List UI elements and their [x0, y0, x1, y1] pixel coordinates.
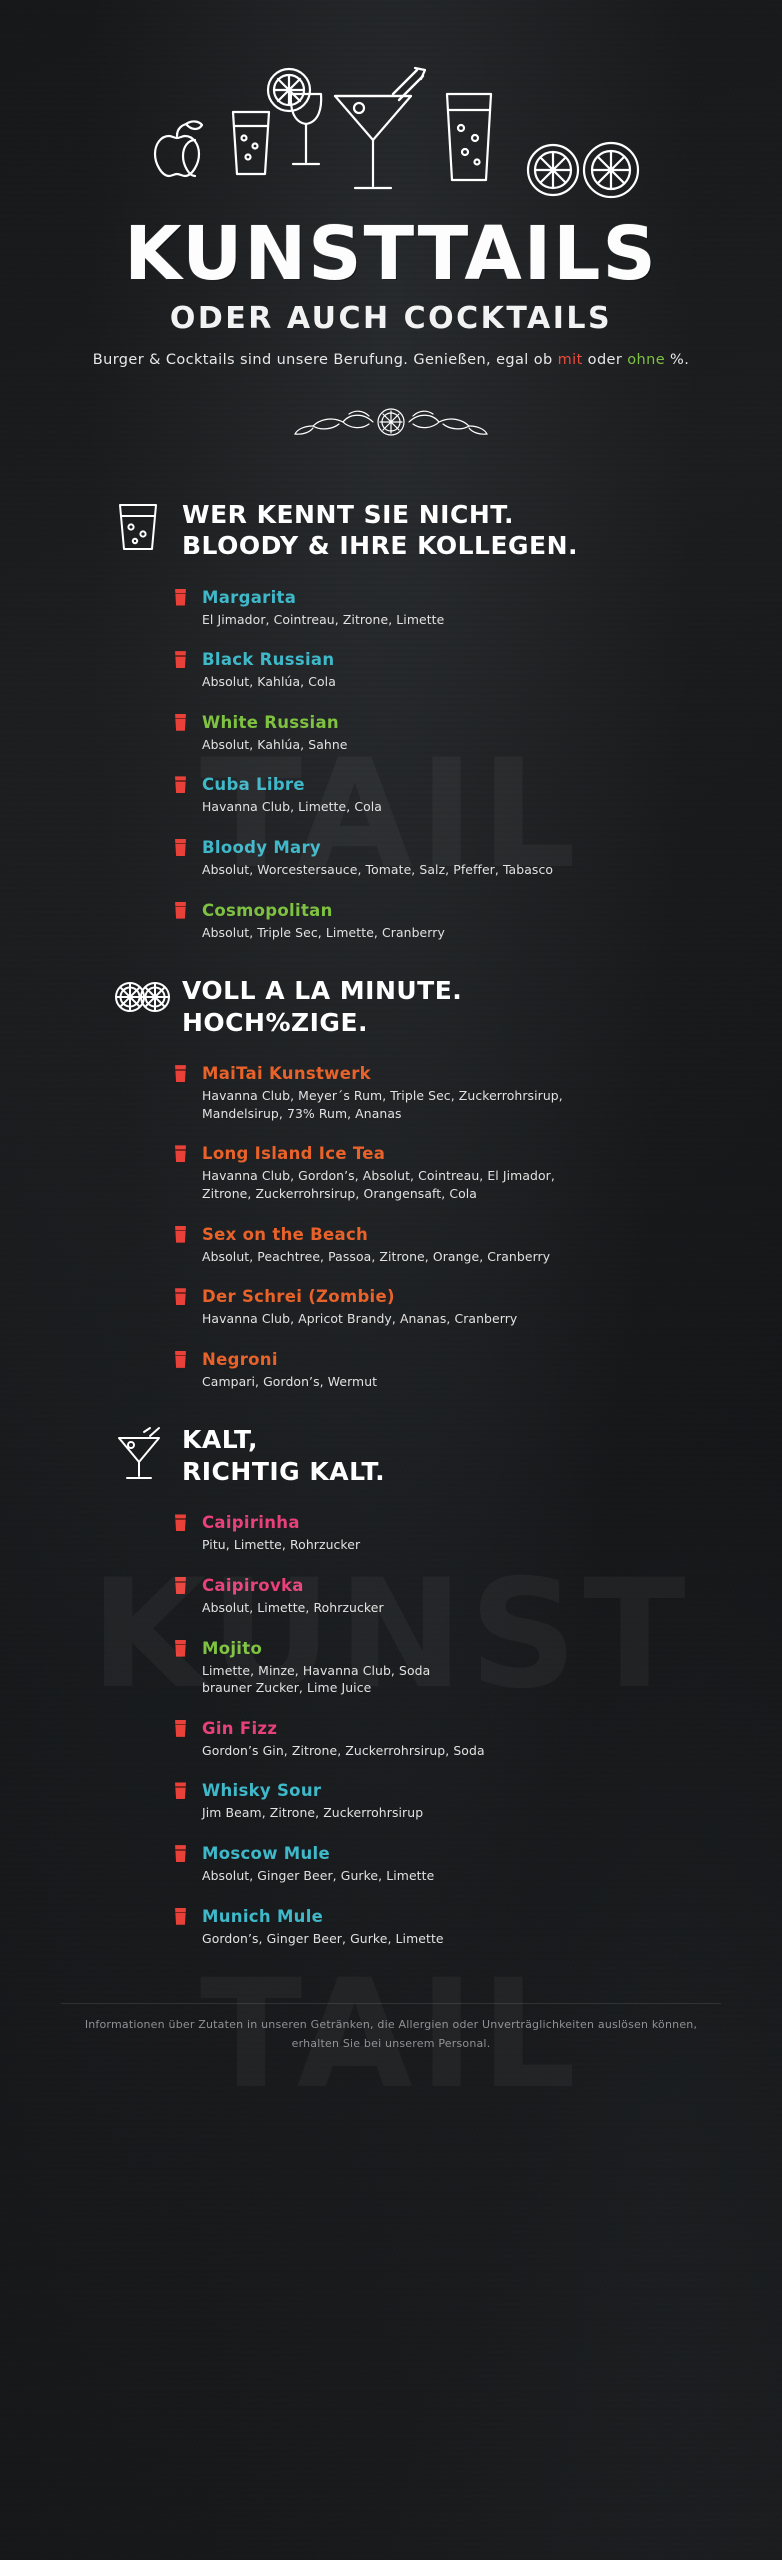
section-title-line2: RICHTIG KALT.: [182, 1456, 386, 1486]
drink-name: White Russian: [202, 712, 339, 732]
drink-name: Bloody Mary: [202, 837, 321, 857]
glass-bullet-icon: [174, 1351, 189, 1370]
drink-list: [118, 1513, 782, 1947]
drink-ingredients: El Jimador, Cointreau, Zitrone, Limette: [202, 611, 445, 627]
footer-divider: [61, 2003, 721, 2004]
drink-item: [174, 1781, 782, 1822]
drink-item: [174, 588, 782, 629]
section-header: [118, 1424, 782, 1487]
drink-ingredients: Absolut, Kahlúa, Sahne: [202, 736, 348, 752]
glass-bullet-icon: [174, 1226, 189, 1245]
glass-bullet-icon: [174, 589, 189, 608]
drink-name: Moscow Mule: [202, 1844, 330, 1864]
drink-item: [174, 1287, 782, 1328]
drink-ingredients: Mandelsirup, 73% Rum, Ananas: [202, 1105, 402, 1121]
drink-name: Caipirinha: [202, 1513, 300, 1533]
drink-item: [174, 713, 782, 754]
drink-name: Mojito: [202, 1638, 263, 1658]
drink-name: Black Russian: [202, 650, 335, 670]
drink-name: Der Schrei (Zombie): [202, 1287, 395, 1307]
glass-bullet-icon: [174, 1514, 189, 1533]
drink-item: [174, 1639, 782, 1697]
drink-name: Munich Mule: [202, 1906, 324, 1926]
ornament-divider: [0, 402, 782, 447]
drink-item: [174, 1064, 782, 1122]
drink-item: [174, 1350, 782, 1391]
drink-item: [174, 838, 782, 879]
drink-ingredients: Havanna Club, Apricot Brandy, Ananas, Cranberry: [202, 1311, 518, 1327]
glass-bullet-icon: [174, 1065, 189, 1084]
drink-name: Gin Fizz: [202, 1718, 278, 1738]
tagline: [0, 352, 782, 368]
drink-name: Cosmopolitan: [202, 900, 333, 920]
page-title: KUNSTTAILS: [124, 211, 658, 297]
drink-ingredients: Havanna Club, Gordon’s, Absolut, Cointreau, El Jimador,: [202, 1168, 555, 1184]
tagline-mit: mit: [557, 351, 583, 368]
section-title-line1: VOLL A LA MINUTE.: [182, 976, 463, 1006]
drink-ingredients: Jim Beam, Zitrone, Zuckerrohrsirup: [202, 1805, 424, 1821]
drink-ingredients: Absolut, Triple Sec, Limette, Cranberry: [202, 924, 445, 940]
glass-bullet-icon: [174, 902, 189, 921]
section-header: [118, 975, 782, 1038]
drink-item: [174, 1719, 782, 1760]
drink-item: [174, 1576, 782, 1617]
hero-illustration: [0, 0, 782, 210]
drink-name: MaiTai Kunstwerk: [202, 1064, 371, 1084]
drink-name: Whisky Sour: [202, 1781, 322, 1801]
drink-name: Long Island Ice Tea: [202, 1144, 386, 1164]
glass-bullet-icon: [174, 1640, 189, 1659]
section-title-line2: BLOODY & IHRE KOLLEGEN.: [182, 531, 579, 561]
glass-bullet-icon: [174, 839, 189, 858]
section-title-line2: HOCH%ZIGE.: [182, 1007, 369, 1037]
drink-item: [174, 1844, 782, 1885]
drink-ingredients: Havanna Club, Meyer´s Rum, Triple Sec, Zuckerrohrsirup,: [202, 1088, 563, 1104]
glass-bullet-icon: [174, 714, 189, 733]
drink-item: [174, 775, 782, 816]
drink-ingredients: brauner Zucker, Lime Juice: [202, 1680, 372, 1696]
martini-glass-icon: [114, 1426, 172, 1487]
tagline-part3: %.: [665, 351, 690, 368]
drink-ingredients: Limette, Minze, Havanna Club, Soda: [202, 1662, 431, 1678]
drink-ingredients: Zitrone, Zuckerrohrsirup, Orangensaft, Cola: [202, 1186, 477, 1201]
drink-ingredients: Absolut, Worcestersauce, Tomate, Salz, Pfeffer, Tabasco: [202, 861, 554, 877]
drinks-line-art-icon: [91, 40, 691, 210]
drink-item: [174, 901, 782, 942]
glass-bullet-icon: [174, 651, 189, 670]
drink-ingredients: Gordon’s Gin, Zitrone, Zuckerrohrsirup, Soda: [202, 1742, 485, 1758]
section-bloody: [0, 499, 782, 942]
section-title: [172, 1424, 385, 1487]
drink-name: Negroni: [202, 1349, 278, 1369]
title-block: [0, 211, 782, 368]
drink-ingredients: Pitu, Limette, Rohrzucker: [202, 1537, 361, 1553]
citrus-slices-icon: [114, 977, 172, 1022]
glass-bullet-icon: [174, 1288, 189, 1307]
glass-bullet-icon: [174, 1782, 189, 1801]
drink-list: [118, 1064, 782, 1390]
section-title: [172, 975, 462, 1038]
section-header: [118, 499, 782, 562]
drink-ingredients: Absolut, Ginger Beer, Gurke, Limette: [202, 1868, 435, 1884]
glass-bullet-icon: [174, 1845, 189, 1864]
drink-name: Caipirovka: [202, 1576, 304, 1596]
drink-ingredients: Gordon’s, Ginger Beer, Gurke, Limette: [202, 1930, 444, 1946]
drink-item: [174, 1513, 782, 1554]
drink-item: [174, 1144, 782, 1202]
highball-glass-icon: [114, 501, 172, 558]
footer-line-2: erhalten Sie bei unserem Personal.: [291, 2037, 491, 2050]
drink-name: Sex on the Beach: [202, 1224, 369, 1244]
section-title-line1: KALT,: [182, 1425, 258, 1455]
drink-ingredients: Absolut, Kahlúa, Cola: [202, 674, 336, 690]
footer-line-1: Informationen über Zutaten in unseren Getränken, die Allergien oder Unverträglichkeiten auslösen können,: [84, 2018, 698, 2032]
glass-bullet-icon: [174, 1720, 189, 1739]
glass-bullet-icon: [174, 1908, 189, 1927]
drink-item: [174, 1225, 782, 1266]
glass-bullet-icon: [174, 776, 189, 795]
drink-list: [118, 588, 782, 942]
section-kalt: [0, 1424, 782, 1947]
tagline-ohne: ohne: [627, 351, 666, 368]
drink-name: Margarita: [202, 587, 297, 607]
section-title: [172, 499, 578, 562]
drink-name: Cuba Libre: [202, 775, 305, 795]
glass-bullet-icon: [174, 1577, 189, 1596]
page-subtitle: ODER AUCH COCKTAILS: [169, 300, 613, 336]
flourish-icon: [251, 402, 531, 442]
drink-ingredients: Havanna Club, Limette, Cola: [202, 799, 382, 815]
drink-item: [174, 1907, 782, 1948]
drink-ingredients: Campari, Gordon’s, Wermut: [202, 1373, 378, 1389]
glass-bullet-icon: [174, 1145, 189, 1164]
footer-note: [0, 2003, 782, 2053]
drink-ingredients: Absolut, Peachtree, Passoa, Zitrone, Orange, Cranberry: [202, 1248, 551, 1264]
drink-item: [174, 650, 782, 691]
tagline-part1: Burger & Cocktails sind unsere Berufung. Genießen, egal ob: [92, 351, 558, 368]
drink-ingredients: Absolut, Limette, Rohrzucker: [202, 1600, 384, 1616]
tagline-part2: oder: [582, 351, 628, 368]
section-hochprozentige: [0, 975, 782, 1390]
section-title-line1: WER KENNT SIE NICHT.: [182, 499, 514, 529]
